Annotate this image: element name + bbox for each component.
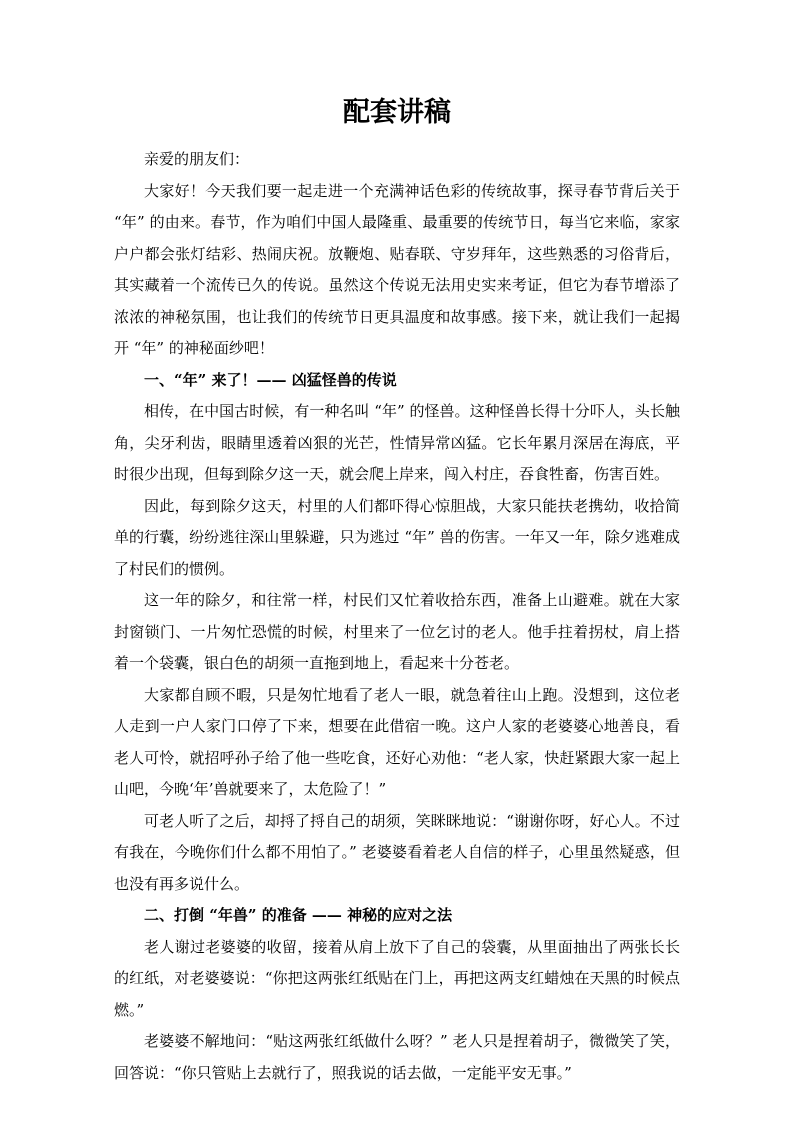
document-content — [114, 0, 680, 1089]
paragraph-grandma-question: 老婆婆不解地问：“贴这两张红纸做什么呀？” 老人只是捏着胡子，微微笑了笑，回答说：“你只管贴上去就行了，照我说的话去做，一定能平安无事。” — [114, 1032, 680, 1082]
section-heading-1: 一、“年” 来了！—— 凶猛怪兽的传说 — [144, 370, 397, 389]
paragraph-legend-monster: 相传，在中国古时候，有一种名叫 “年” 的怪兽。这种怪兽长得十分吓人，头长触角，尖牙利齿，眼睛里透着凶狠的光芒，性情异常凶猛。它长年累月深居在海底，平时很少出现，但每到除夕这一天，就会爬上岸来，闯入村庄，吞食牲畜，伤害百姓。 — [114, 402, 680, 483]
document-title: 配套讲稿 — [343, 97, 451, 128]
paragraph-villagers-flee: 因此，每到除夕这天，村里的人们都吓得心惊胆战，大家只能扶老携幼，收拾简单的行囊，纷纷逃往深山里躲避，只为逃过 “年” 兽的伤害。一年又一年，除夕逃难成了村民们的惯例。 — [114, 496, 680, 578]
paragraph-old-man-reply: 可老人听了之后，却捋了捋自己的胡须，笑眯眯地说：“谢谢你呀，好心人。不过有我在，今晚你们什么都不用怕了。” 老婆婆看着老人自信的样子，心里虽然疑惑，但也没有再多说什么。 — [114, 811, 680, 893]
paragraph-introduction: 大家好！今天我们要一起走进一个充满神话色彩的传统故事，探寻春节背后关于 “年” 的由来。春节，作为咱们中国人最隆重、最重要的传统节日，每当它来临，家家户户都会张灯结彩、热闹庆祝。放鞭炮、贴春联、守岁拜年，这些熟悉的习俗背后，其实藏着一个流传已久的传说。虽然这个传说无法用史实来考证，但它为春节增添了浓浓的神秘氛围，也让我们的传统节日更具温度和故事感。接下来，就让我们一起揭开 “年” 的神秘面纱吧！ — [114, 181, 680, 357]
paragraph-salutation: 亲爱的朋友们： — [144, 150, 250, 168]
paragraph-red-paper: 老人谢过老婆婆的收留，接着从肩上放下了自己的袋囊，从里面抽出了两张长长的红纸，对老婆婆说：“你把这两张红纸贴在门上，再把这两支红蜡烛在天黑的时候点燃。” — [114, 937, 680, 1019]
paragraph-grandma-kindness: 大家都自顾不暇，只是匆忙地看了老人一眼，就急着往山上跑。没想到，这位老人走到一户人家门口停了下来，想要在此借宿一晚。这户人家的老婆婆心地善良，看老人可怜，就招呼孙子给了他一些吃食，还好心劝他：“老人家，快赶紧跟大家一起上山吧，今晚‘年’兽就要来了，太危险了！” — [114, 685, 680, 798]
paragraph-old-man-arrives: 这一年的除夕，和往常一样，村民们又忙着收拾东西，准备上山避难。就在大家封窗锁门、一片匆忙恐慌的时候，村里来了一位乞讨的老人。他手拄着拐杖，肩上搭着一个袋囊，银白色的胡须一直拖到地上，看起来十分苍老。 — [114, 591, 680, 672]
section-heading-2: 二、打倒 “年兽” 的准备 —— 神秘的应对之法 — [144, 906, 453, 924]
